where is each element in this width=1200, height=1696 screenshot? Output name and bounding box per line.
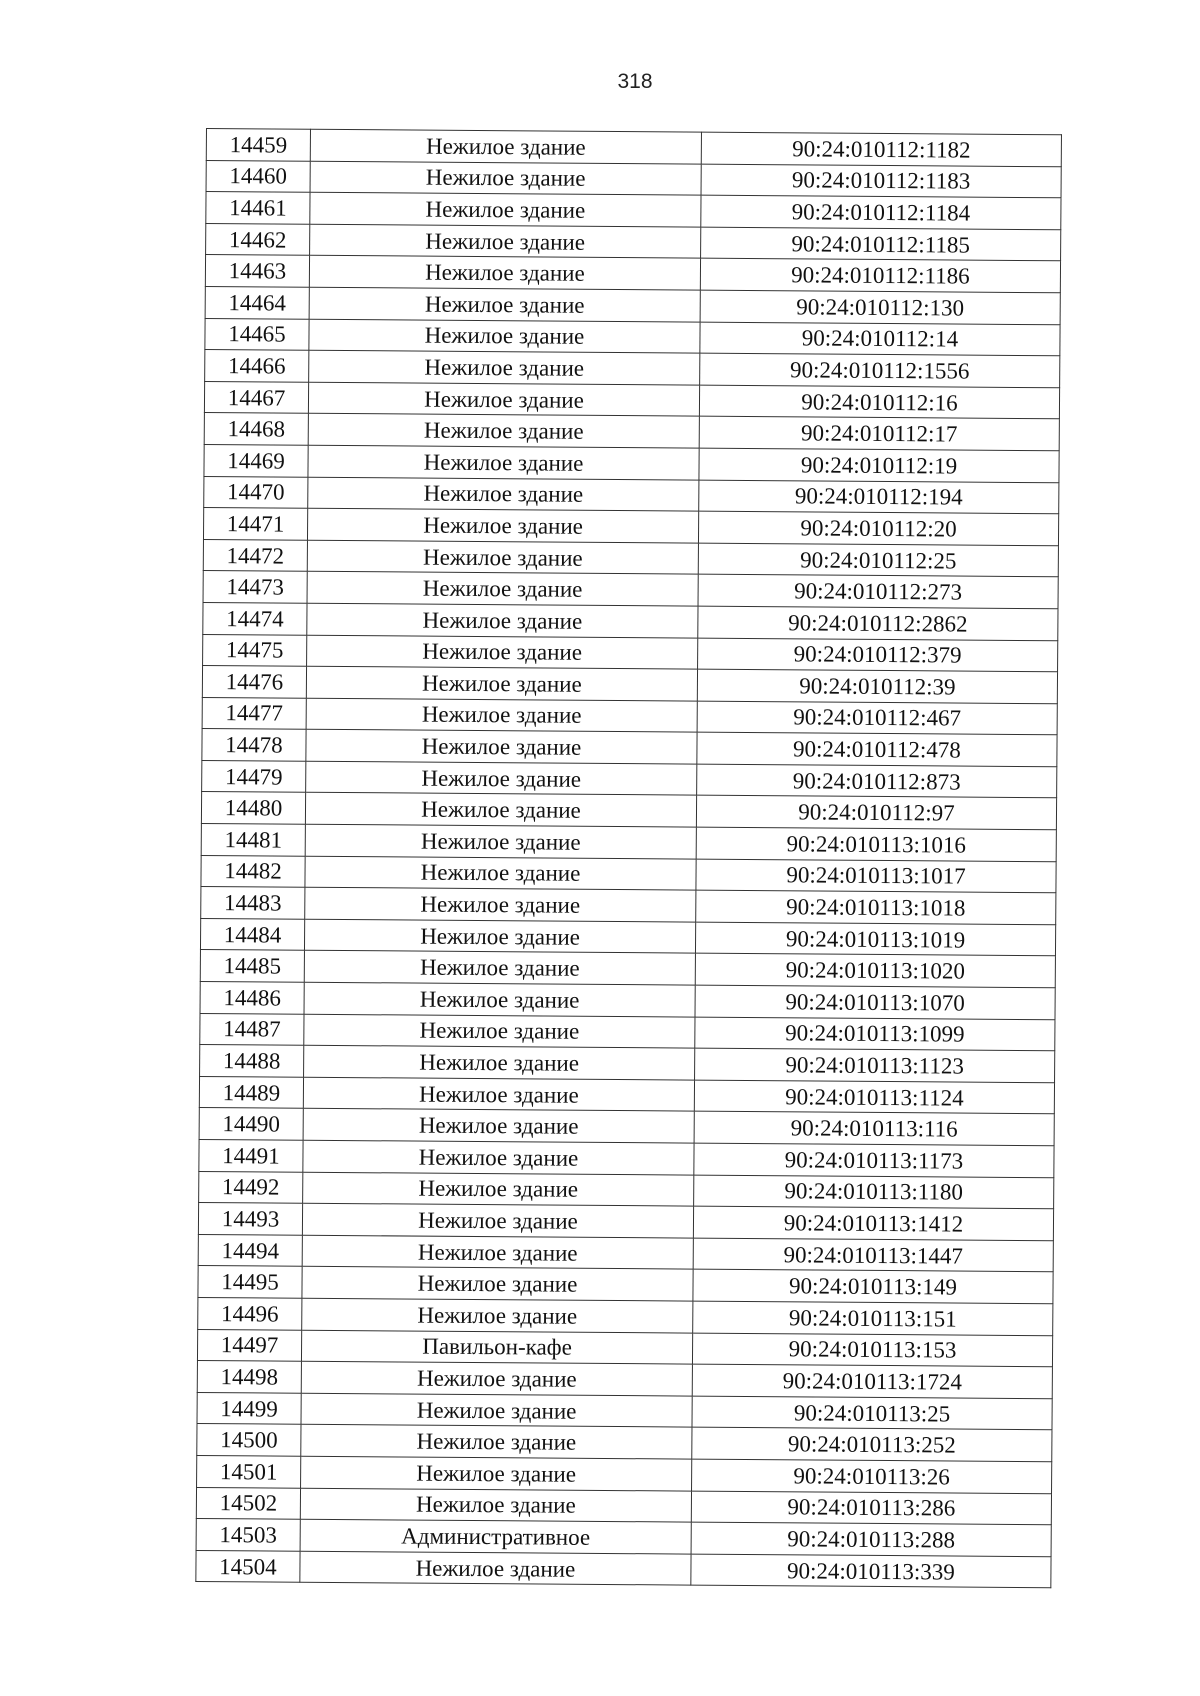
cadastral-number-cell: 90:24:010113:149 — [693, 1269, 1053, 1303]
cadastral-number-cell: 90:24:010113:1724 — [692, 1364, 1052, 1398]
cadastral-number-cell: 90:24:010113:1019 — [695, 922, 1055, 956]
cadastral-number-cell: 90:24:010113:1180 — [694, 1175, 1054, 1209]
object-type-cell: Павильон-кафе — [301, 1330, 692, 1364]
object-type-cell: Нежилое здание — [308, 414, 699, 448]
object-type-cell: Нежилое здание — [302, 1235, 693, 1269]
page-number: 318 — [617, 70, 653, 93]
row-number-cell: 14490 — [199, 1108, 303, 1140]
cadastral-number-cell: 90:24:010112:20 — [698, 511, 1058, 545]
object-type-cell: Нежилое здание — [306, 730, 697, 764]
row-number-cell: 14471 — [203, 508, 307, 540]
object-type-cell: Нежилое здание — [307, 572, 698, 606]
row-number-cell: 14465 — [205, 318, 309, 350]
row-number-cell: 14479 — [202, 760, 306, 792]
cadastral-number-cell: 90:24:010112:25 — [698, 543, 1058, 577]
row-number-cell: 14487 — [200, 1013, 304, 1045]
object-type-cell: Нежилое здание — [303, 1109, 694, 1143]
cadastral-number-cell: 90:24:010112:19 — [699, 448, 1059, 482]
row-number-cell: 14469 — [204, 444, 308, 476]
object-type-cell: Нежилое здание — [303, 1140, 694, 1174]
row-number-cell: 14477 — [202, 697, 306, 729]
object-type-cell: Нежилое здание — [310, 224, 701, 258]
cadastral-number-cell: 90:24:010112:873 — [697, 764, 1057, 798]
object-type-cell: Нежилое здание — [308, 477, 699, 511]
object-type-cell: Нежилое здание — [304, 951, 695, 985]
row-number-cell: 14502 — [196, 1487, 300, 1519]
row-number-cell: 14467 — [204, 381, 308, 413]
object-type-cell: Нежилое здание — [308, 382, 699, 416]
object-type-cell: Нежилое здание — [307, 603, 698, 637]
cadastral-number-cell: 90:24:010112:194 — [699, 480, 1059, 514]
object-type-cell: Административное — [300, 1519, 691, 1553]
row-number-cell: 14489 — [199, 1076, 303, 1108]
cadastral-number-cell: 90:24:010112:2862 — [698, 606, 1058, 640]
object-type-cell: Нежилое здание — [301, 1393, 692, 1427]
cadastral-number-cell: 90:24:010113:151 — [693, 1301, 1053, 1335]
row-number-cell: 14468 — [204, 413, 308, 445]
cadastral-number-cell: 90:24:010112:39 — [697, 669, 1057, 703]
cadastral-number-cell: 90:24:010112:1185 — [701, 227, 1061, 261]
object-type-cell: Нежилое здание — [305, 887, 696, 921]
row-number-cell: 14484 — [200, 918, 304, 950]
row-number-cell: 14462 — [206, 223, 310, 255]
row-number-cell: 14472 — [203, 539, 307, 571]
cadastral-number-cell: 90:24:010112:1182 — [701, 132, 1061, 166]
cadastral-number-cell: 90:24:010113:1123 — [695, 1048, 1055, 1082]
cadastral-number-cell: 90:24:010112:478 — [697, 732, 1057, 766]
object-type-cell: Нежилое здание — [304, 919, 695, 953]
object-type-cell: Нежилое здание — [309, 287, 700, 321]
object-type-cell: Нежилое здание — [300, 1551, 691, 1585]
object-type-cell: Нежилое здание — [307, 635, 698, 669]
object-type-cell: Нежилое здание — [306, 761, 697, 795]
cadastral-number-cell: 90:24:010113:116 — [694, 1112, 1054, 1146]
row-number-cell: 14474 — [203, 602, 307, 634]
row-number-cell: 14461 — [206, 192, 310, 224]
row-number-cell: 14475 — [203, 634, 307, 666]
object-type-cell: Нежилое здание — [305, 824, 696, 858]
row-number-cell: 14480 — [201, 792, 305, 824]
cadastral-number-cell: 90:24:010112:1186 — [700, 259, 1060, 293]
cadastral-number-cell: 90:24:010113:252 — [692, 1427, 1052, 1461]
cadastral-number-cell: 90:24:010113:1017 — [696, 859, 1056, 893]
object-type-cell: Нежилое здание — [310, 161, 701, 195]
cadastral-number-cell: 90:24:010113:1070 — [695, 985, 1055, 1019]
cadastral-number-cell: 90:24:010112:379 — [698, 638, 1058, 672]
row-number-cell: 14483 — [201, 887, 305, 919]
row-number-cell: 14504 — [196, 1550, 300, 1582]
object-type-cell: Нежилое здание — [303, 1172, 694, 1206]
row-number-cell: 14492 — [199, 1171, 303, 1203]
cadastral-number-cell: 90:24:010113:1124 — [694, 1080, 1054, 1114]
row-number-cell: 14486 — [200, 982, 304, 1014]
row-number-cell: 14460 — [206, 160, 310, 192]
cadastral-number-cell: 90:24:010113:1020 — [695, 954, 1055, 988]
object-type-cell: Нежилое здание — [304, 1014, 695, 1048]
row-number-cell: 14500 — [197, 1424, 301, 1456]
cadastral-number-cell: 90:24:010112:130 — [700, 290, 1060, 324]
cadastral-number-cell: 90:24:010113:288 — [691, 1522, 1051, 1556]
cadastral-number-cell: 90:24:010112:17 — [699, 416, 1059, 450]
table-row — [196, 1550, 1051, 1588]
object-type-cell: Нежилое здание — [309, 350, 700, 384]
cadastral-number-cell: 90:24:010113:1447 — [693, 1238, 1053, 1272]
object-type-cell: Нежилое здание — [306, 666, 697, 700]
object-type-cell: Нежилое здание — [302, 1298, 693, 1332]
row-number-cell: 14466 — [205, 350, 309, 382]
cadastral-number-cell: 90:24:010113:1099 — [695, 1017, 1055, 1051]
cadastral-number-cell: 90:24:010113:1018 — [696, 890, 1056, 924]
cadastral-number-cell: 90:24:010112:1183 — [701, 164, 1061, 198]
cadastral-number-cell: 90:24:010112:273 — [698, 574, 1058, 608]
row-number-cell: 14473 — [203, 571, 307, 603]
registry-table-body — [196, 129, 1062, 1589]
object-type-cell: Нежилое здание — [303, 1077, 694, 1111]
row-number-cell: 14463 — [205, 255, 309, 287]
row-number-cell: 14495 — [198, 1266, 302, 1298]
row-number-cell: 14497 — [197, 1329, 301, 1361]
row-number-cell: 14476 — [202, 666, 306, 698]
cadastral-number-cell: 90:24:010113:153 — [692, 1333, 1052, 1367]
object-type-cell: Нежилое здание — [305, 856, 696, 890]
object-type-cell: Нежилое здание — [302, 1267, 693, 1301]
row-number-cell: 14503 — [196, 1519, 300, 1551]
registry-table — [195, 128, 1062, 1589]
cadastral-number-cell: 90:24:010113:1173 — [694, 1143, 1054, 1177]
cadastral-number-cell: 90:24:010112:97 — [696, 796, 1056, 830]
row-number-cell: 14493 — [198, 1203, 302, 1235]
row-number-cell: 14496 — [198, 1297, 302, 1329]
cadastral-number-cell: 90:24:010113:25 — [692, 1396, 1052, 1430]
object-type-cell: Нежилое здание — [300, 1488, 691, 1522]
object-type-cell: Нежилое здание — [301, 1425, 692, 1459]
row-number-cell: 14470 — [204, 476, 308, 508]
cadastral-number-cell: 90:24:010112:16 — [699, 385, 1059, 419]
cadastral-number-cell: 90:24:010112:467 — [697, 701, 1057, 735]
object-type-cell: Нежилое здание — [310, 129, 701, 163]
row-number-cell: 14501 — [197, 1455, 301, 1487]
row-number-cell: 14494 — [198, 1234, 302, 1266]
row-number-cell: 14464 — [205, 286, 309, 318]
cadastral-number-cell: 90:24:010113:339 — [691, 1554, 1051, 1588]
cadastral-number-cell: 90:24:010113:1412 — [693, 1206, 1053, 1240]
object-type-cell: Нежилое здание — [302, 1203, 693, 1237]
row-number-cell: 14459 — [206, 129, 310, 161]
row-number-cell: 14482 — [201, 855, 305, 887]
object-type-cell: Нежилое здание — [307, 540, 698, 574]
object-type-cell: Нежилое здание — [307, 508, 698, 542]
row-number-cell: 14491 — [199, 1139, 303, 1171]
object-type-cell: Нежилое здание — [310, 192, 701, 226]
object-type-cell: Нежилое здание — [301, 1361, 692, 1395]
object-type-cell: Нежилое здание — [305, 793, 696, 827]
row-number-cell: 14478 — [202, 729, 306, 761]
cadastral-number-cell: 90:24:010112:1556 — [700, 353, 1060, 387]
object-type-cell: Нежилое здание — [304, 1045, 695, 1079]
row-number-cell: 14481 — [201, 824, 305, 856]
row-number-cell: 14499 — [197, 1392, 301, 1424]
row-number-cell: 14485 — [200, 950, 304, 982]
row-number-cell: 14488 — [200, 1045, 304, 1077]
cadastral-number-cell: 90:24:010112:1184 — [701, 195, 1061, 229]
cadastral-number-cell: 90:24:010113:26 — [692, 1459, 1052, 1493]
cadastral-number-cell: 90:24:010113:286 — [691, 1491, 1051, 1525]
object-type-cell: Нежилое здание — [309, 319, 700, 353]
object-type-cell: Нежилое здание — [308, 445, 699, 479]
object-type-cell: Нежилое здание — [309, 256, 700, 290]
cadastral-number-cell: 90:24:010112:14 — [700, 322, 1060, 356]
cadastral-number-cell: 90:24:010113:1016 — [696, 827, 1056, 861]
row-number-cell: 14498 — [197, 1361, 301, 1393]
object-type-cell: Нежилое здание — [301, 1456, 692, 1490]
object-type-cell: Нежилое здание — [304, 982, 695, 1016]
object-type-cell: Нежилое здание — [306, 698, 697, 732]
